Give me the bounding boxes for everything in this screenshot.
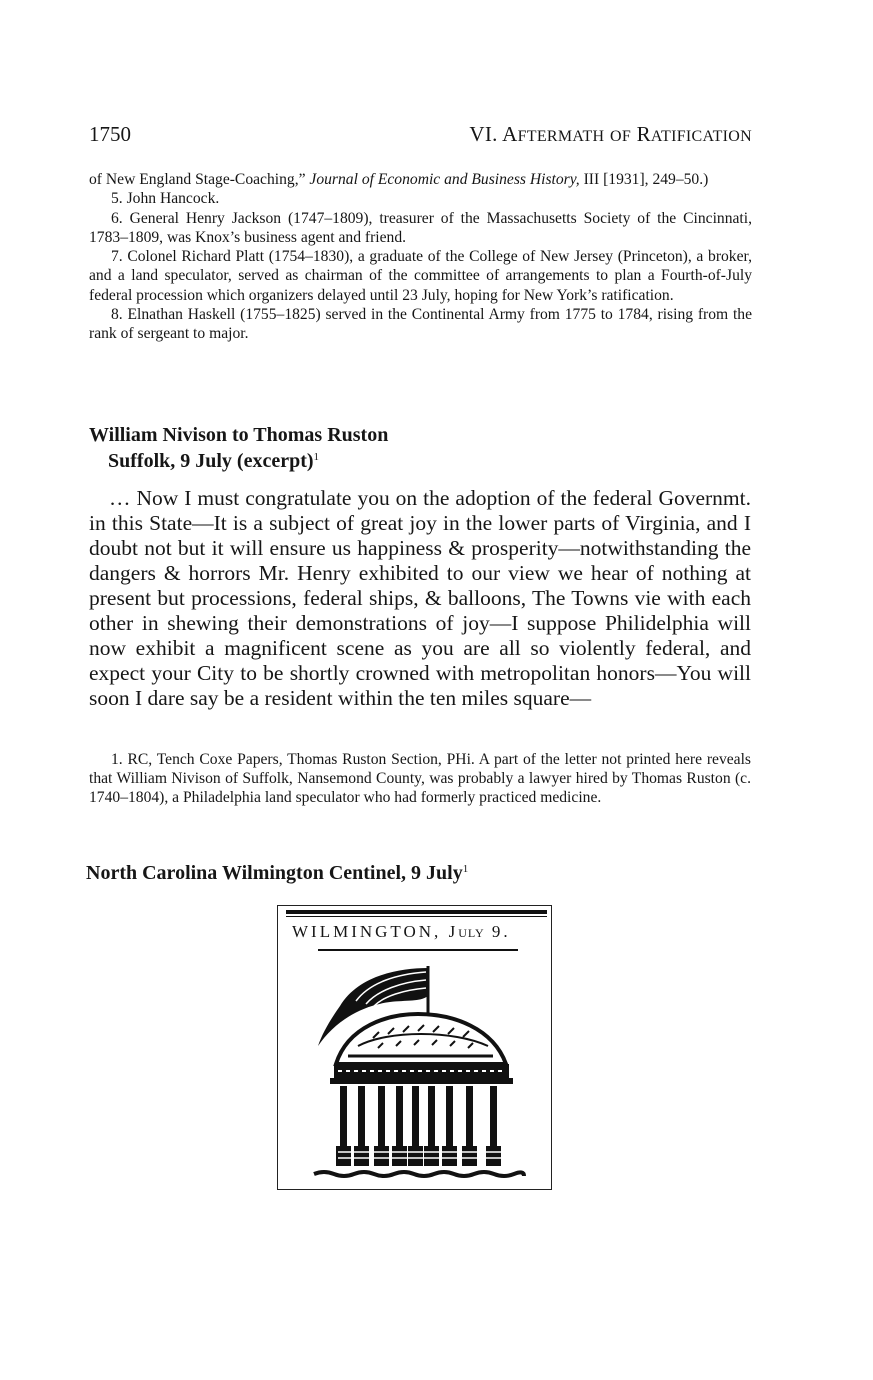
running-head-prefix: VI. (469, 122, 498, 146)
footnote-marker: 1 (313, 451, 320, 463)
footnote-7: 7. Colonel Richard Platt (1754–1830), a graduate of the College of New Jersey (Princeton), a broker, and a land speculator, served as chairman of the committee of arrangements to plan a Fourth-of-July federal procession which organizers delayed until 23 July, hoping for New York’s ratification. (89, 248, 752, 304)
page-number: 1750 (89, 122, 131, 146)
running-head (469, 122, 752, 147)
document-title: William Nivison to Thomas Ruston (89, 424, 389, 446)
woodcut-day: 9. (491, 922, 511, 941)
running-head-smallcaps: ATIFICATION (650, 128, 752, 145)
letter-paragraph: … Now I must congratulate you on the adoption of the federal Governmt. in this State—It is a subject of great joy in the lower parts of Virginia, and I doubt not but it will ensure us happiness & prosperity—notwithstanding the dangers & horrors Mr. Henry exhibited to our view we hear of nothing at present but processions, federal ships, & balloons, The Towns vie with each other in shewing their demonstrations of joy—I suppose Philidelphia will now exhibit a magnificent scene as you are all so violently federal, and expect your City to be shortly crowned with metropolitan honors—You will soon I dare say be a resident within the ten miles square— (89, 486, 751, 710)
running-head-cap: A (502, 122, 518, 146)
woodcut-month: ULY (458, 926, 485, 940)
ground (314, 1172, 524, 1176)
woodcut-month-cap: J (448, 922, 459, 941)
document-dateline: Suffolk, 9 July (excerpt) (108, 450, 314, 472)
document-title-text: North Carolina Wilmington Centinel, 9 July (86, 862, 463, 884)
page-header (89, 122, 752, 154)
footnote-text: III [1931], 249–50.) (579, 171, 709, 188)
running-head-cap: R (636, 122, 651, 146)
document-title-2 (86, 862, 468, 885)
running-head-smallcaps: FTERMATH (517, 128, 605, 145)
journal-title: Journal of Economic and Business History, (309, 171, 580, 188)
columns (336, 1086, 501, 1166)
footnote-8: 8. Elnathan Haskell (1755–1825) served in the Continental Army from 1775 to 1784, rising from the rank of sergeant to major. (89, 306, 752, 343)
document-footnotes (89, 750, 751, 807)
document-subtitle (108, 450, 319, 473)
footnote-continuation (89, 170, 752, 189)
footnote-5: 5. John Hancock. (111, 190, 220, 208)
federal-edifice-illustration (278, 906, 550, 1188)
footnote-1: 1. RC, Tench Coxe Papers, Thomas Ruston Section, PHi. A part of the letter not printed here reveals that William Nivison of Suffolk, Nansemond County, was probably a lawyer hired by Thomas Ruston (c. 1740–1804), a Philadelphia land speculator who had formerly practiced medicine. (89, 751, 751, 806)
running-head-smallcaps: OF (609, 128, 632, 145)
footnotes-continued (89, 170, 752, 344)
letter-body (89, 486, 751, 711)
footnote-6: 6. General Henry Jackson (1747–1809), treasurer of the Massachusetts Society of the Cincinnati, 1783–1809, was Knox’s business agent and friend. (89, 209, 752, 246)
footnote-text: of New England Stage-Coaching,” (89, 171, 310, 188)
woodcut-place: WILMINGTON, (292, 922, 442, 941)
newspaper-woodcut (277, 905, 552, 1190)
footnote-marker: 1 (462, 863, 469, 875)
